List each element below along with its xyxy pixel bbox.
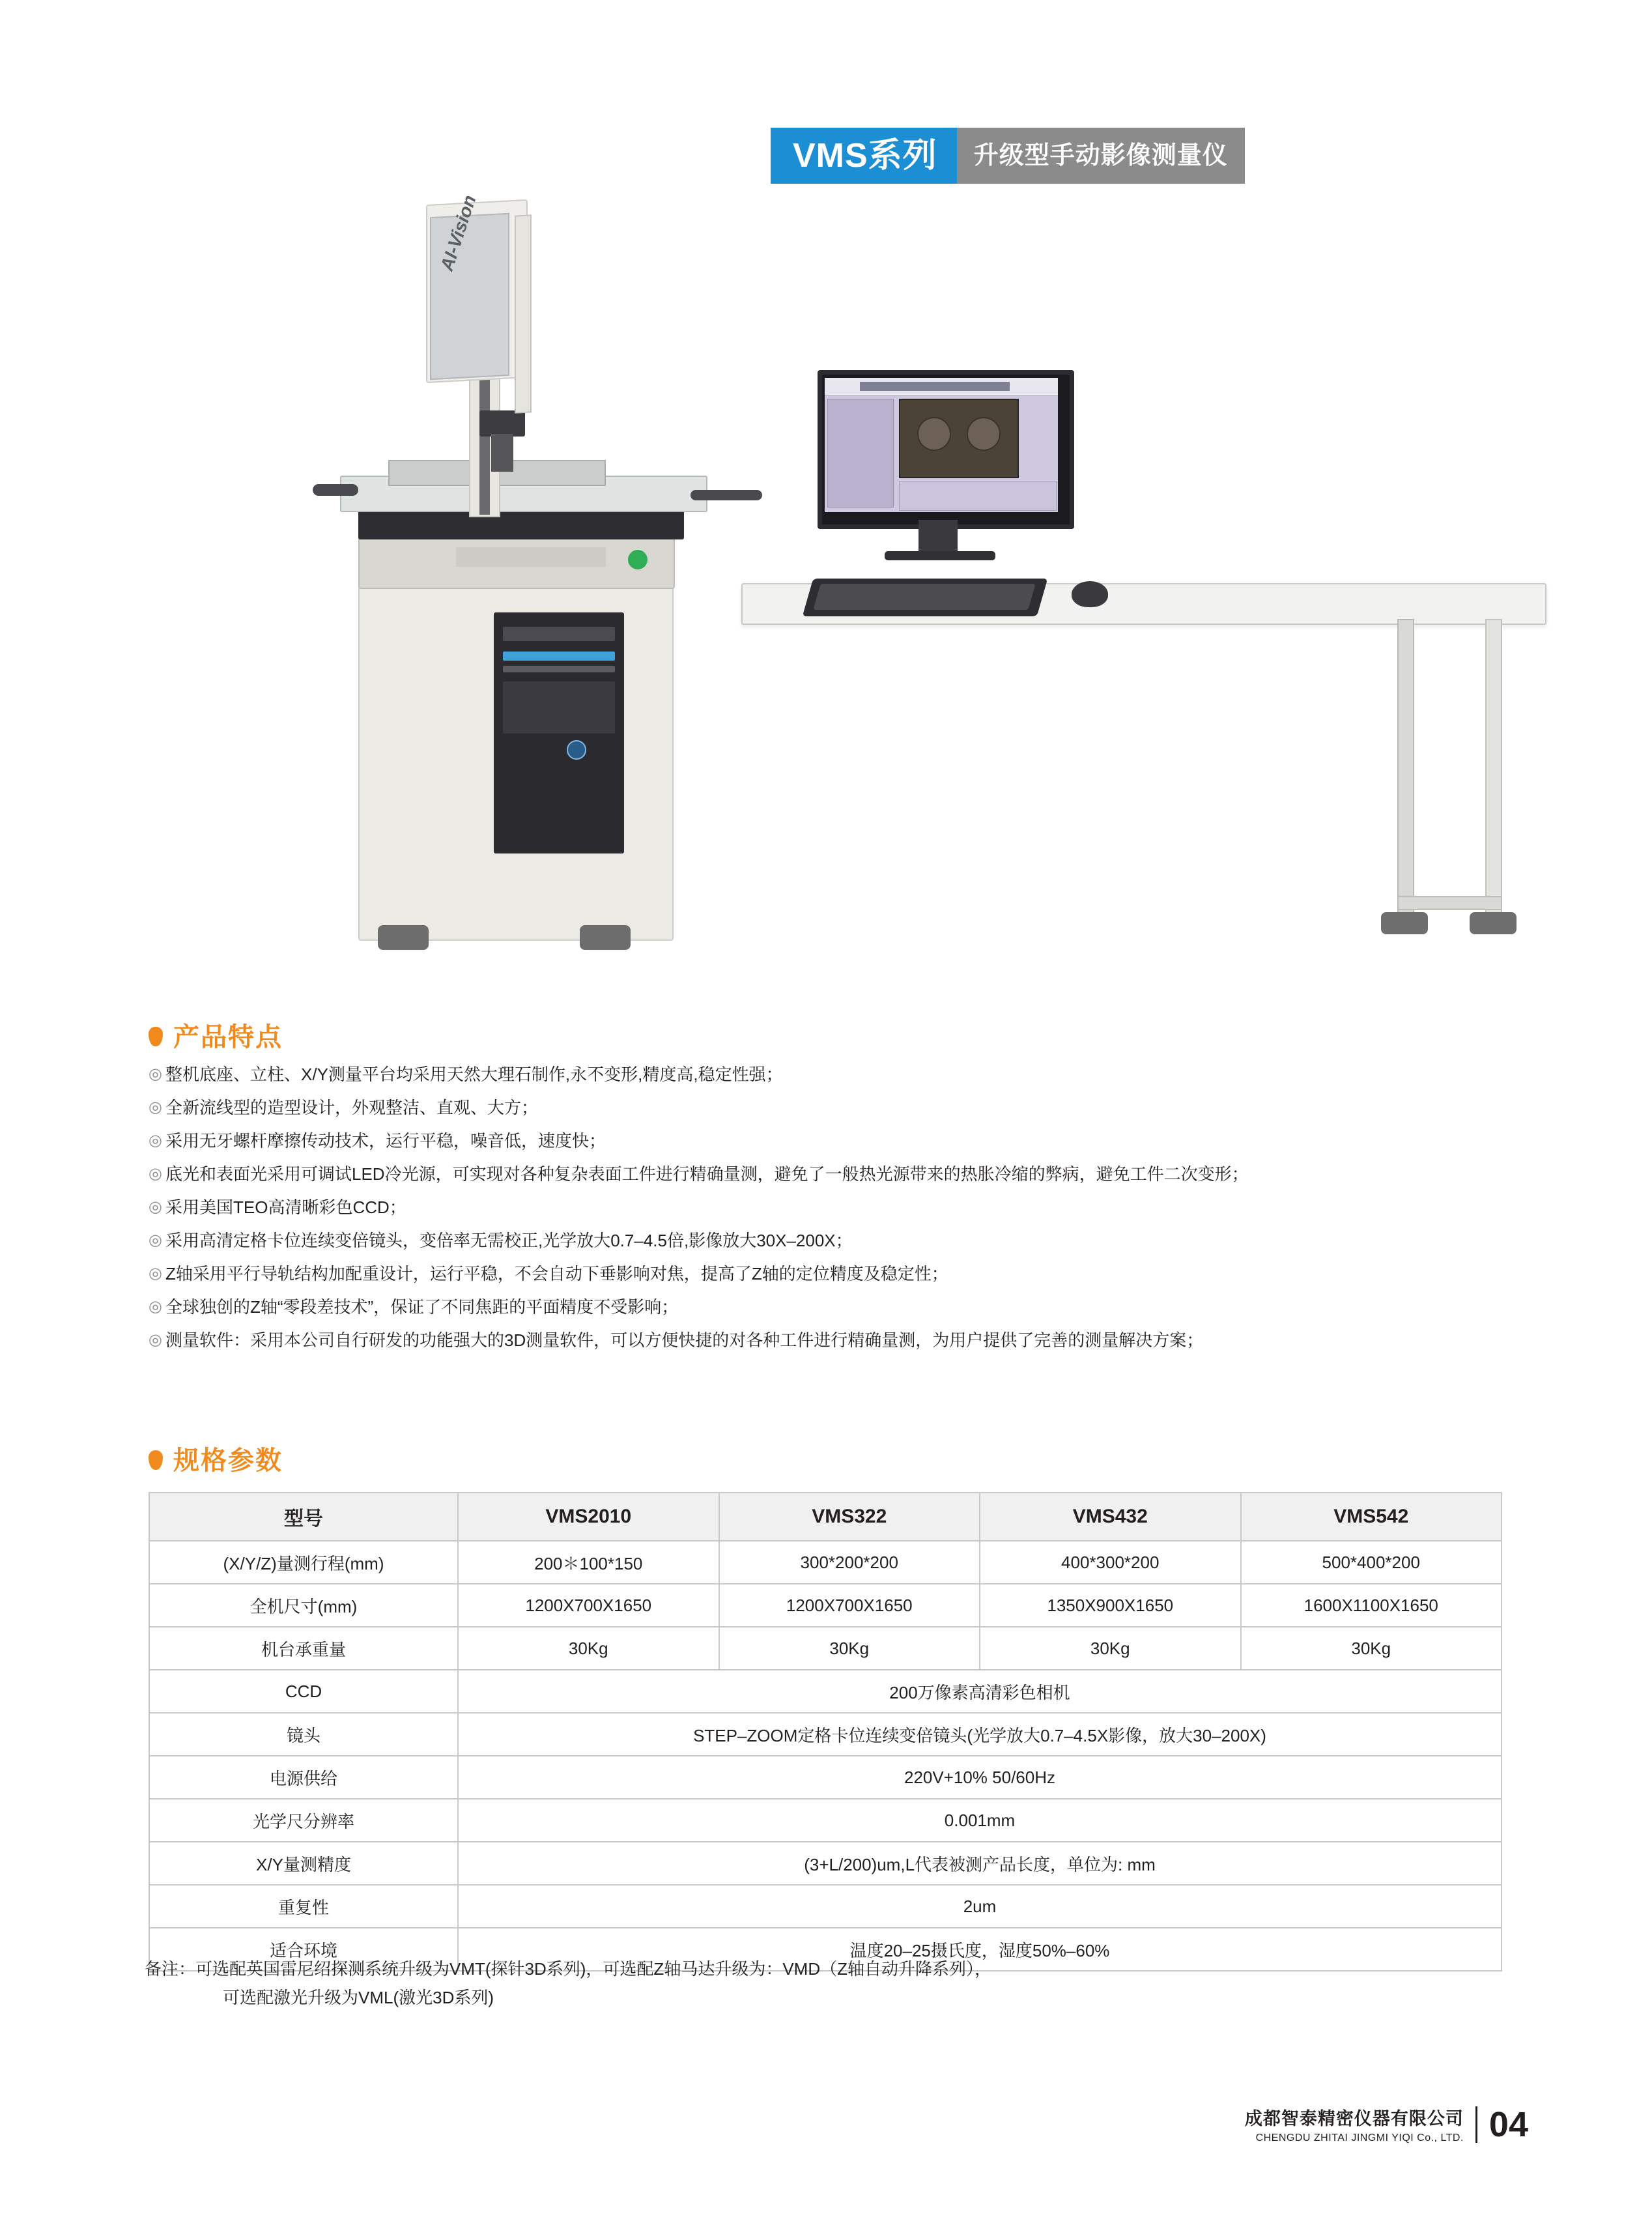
- monitor-base: [885, 551, 995, 560]
- keyboard-keys: [813, 584, 1035, 610]
- computer-front-panel: [503, 681, 615, 734]
- row-cell: 30Kg: [980, 1627, 1241, 1670]
- bullet-icon: ◎: [149, 1132, 162, 1149]
- bullet-icon: ◎: [149, 1165, 162, 1182]
- software-result-panel: [899, 481, 1057, 511]
- bullet-icon: ◎: [149, 1065, 162, 1083]
- row-cell: 220V+10% 50/60Hz: [458, 1756, 1502, 1799]
- list-item: [149, 1228, 1517, 1253]
- row-label: 适合环境: [149, 1928, 458, 1971]
- feature-text: 全新流线型的造型设计，外观整洁、直观、大方；: [165, 1098, 539, 1117]
- column-header: VMS2010: [458, 1493, 719, 1541]
- row-cell: 1200X700X1650: [719, 1584, 980, 1627]
- footer: [1245, 2104, 1528, 2144]
- row-label: 全机尺寸(mm): [149, 1584, 458, 1627]
- droplet-icon: [149, 1027, 163, 1046]
- software-toolbar: [860, 382, 1010, 391]
- feature-text: 采用高清定格卡位连续变倍镜头，变倍率无需校正,光学放大0.7–4.5倍,影像放大30X–200X；: [165, 1231, 853, 1250]
- droplet-icon: [149, 1450, 163, 1470]
- bullet-icon: ◎: [149, 1331, 162, 1349]
- list-item: [149, 1162, 1517, 1186]
- desk-crossbar: [1397, 896, 1502, 910]
- specs-table-wrap: [149, 1492, 1502, 1971]
- software-side-panel: [827, 399, 894, 508]
- table-row: [149, 1670, 1502, 1713]
- row-cell: STEP–ZOOM定格卡位连续变倍镜头(光学放大0.7–4.5X影像，放大30–200X): [458, 1713, 1502, 1756]
- computer-accent-strip: [503, 652, 615, 661]
- table-row: [149, 1541, 1502, 1584]
- footer-company: [1245, 2104, 1464, 2144]
- features-heading-label: 产品特点: [173, 1023, 283, 1052]
- bullet-icon: ◎: [149, 1198, 162, 1216]
- row-cell: 0.001mm: [458, 1799, 1502, 1842]
- row-cell: 1600X1100X1650: [1241, 1584, 1502, 1627]
- row-cell: 30Kg: [719, 1627, 980, 1670]
- footer-divider: [1475, 2106, 1477, 2143]
- row-cell: 500*400*200: [1241, 1541, 1502, 1584]
- row-cell: 2um: [458, 1885, 1502, 1928]
- stage-knob-right: [691, 490, 762, 500]
- control-panel-label: [456, 547, 606, 567]
- footer-company-cn: 成都智泰精密仪器有限公司: [1244, 2109, 1464, 2128]
- feature-text: 底光和表面光采用可调试LED冷光源，可实现对各种复杂表面工件进行精确量测，避免了一般热光源带来的热胀冷缩的弊病，避免工件二次变形；: [165, 1164, 1249, 1184]
- computer-slot: [503, 666, 615, 672]
- table-row: [149, 1842, 1502, 1885]
- feature-text: 采用无牙螺杆摩擦传动技术，运行平稳，噪音低，速度快；: [165, 1131, 606, 1151]
- table-row: [149, 1885, 1502, 1928]
- header-banner: [771, 128, 1245, 184]
- list-item: [149, 1295, 1517, 1319]
- row-label: 电源供给: [149, 1756, 458, 1799]
- monitor-stand: [919, 520, 958, 554]
- list-item: [149, 1062, 1517, 1087]
- feature-text: 采用美国TEO高清晰彩色CCD；: [165, 1197, 406, 1217]
- row-cell: 400*300*200: [980, 1541, 1241, 1584]
- row-cell: 30Kg: [1241, 1627, 1502, 1670]
- feature-text: 测量软件：采用本公司自行研发的功能强大的3D测量软件，可以方便快捷的对各种工件进行精确量测，为用户提供了完善的测量解决方案；: [165, 1330, 1204, 1350]
- optical-head-arm: [515, 214, 532, 413]
- banner-series-label: VMS系列: [793, 137, 937, 175]
- product-photo: [352, 192, 1342, 977]
- banner-series-block: [771, 128, 957, 184]
- machine-foot-right: [580, 925, 631, 950]
- row-cell: 200万像素高清彩色相机: [458, 1670, 1502, 1713]
- row-label: 重复性: [149, 1885, 458, 1928]
- banner-subtitle-label: 升级型手动影像测量仪: [973, 142, 1228, 169]
- bullet-icon: ◎: [149, 1298, 162, 1315]
- computer-drive-bay: [503, 627, 615, 641]
- specs-heading-label: 规格参数: [173, 1446, 283, 1475]
- row-cell: 30Kg: [458, 1627, 719, 1670]
- power-indicator: [628, 550, 648, 569]
- desk-leg-right: [1485, 619, 1502, 918]
- row-label: 机台承重量: [149, 1627, 458, 1670]
- machine-foot-left: [378, 925, 429, 950]
- workpiece-hole-right: [967, 417, 1001, 451]
- table-row: [149, 1799, 1502, 1842]
- computer-power-button: [567, 740, 586, 760]
- machine-brand-logo: AI-Vision: [436, 192, 480, 274]
- page-number: 04: [1488, 2104, 1528, 2144]
- footer-company-en: CHENGDU ZHITAI JINGMI YIQI Co., LTD.: [1255, 2132, 1464, 2143]
- stage-knob-left: [313, 484, 358, 496]
- row-label: 光学尺分辨率: [149, 1799, 458, 1842]
- banner-subtitle-block: [957, 128, 1245, 184]
- specs-note: [145, 1955, 1513, 2012]
- table-row: [149, 1584, 1502, 1627]
- feature-text: Z轴采用平行导轨结构加配重设计，运行平稳，不会自动下垂影响对焦，提高了Z轴的定位精度及稳定性；: [165, 1264, 948, 1283]
- table-row: [149, 1713, 1502, 1756]
- table-row: [149, 1627, 1502, 1670]
- list-item: [149, 1328, 1517, 1353]
- workpiece-hole-left: [917, 417, 951, 451]
- optical-head-face: [430, 213, 509, 380]
- table-header-row: [149, 1493, 1502, 1541]
- feature-text: 整机底座、立柱、X/Y测量平台均采用天然大理石制作,永不变形,精度高,稳定性强；: [165, 1065, 783, 1084]
- row-label: CCD: [149, 1670, 458, 1713]
- column-header: VMS432: [980, 1493, 1241, 1541]
- bullet-icon: ◎: [149, 1265, 162, 1282]
- list-item: [149, 1195, 1517, 1220]
- column-header: 型号: [149, 1493, 458, 1541]
- row-cell: 1350X900X1650: [980, 1584, 1241, 1627]
- row-label: 镜头: [149, 1713, 458, 1756]
- desk-foot-left: [1381, 912, 1428, 934]
- table-row: [149, 1756, 1502, 1799]
- row-cell: 200＊100*150: [458, 1541, 719, 1584]
- specs-note-line2: 可选配激光升级为VML(激光3D系列): [223, 1988, 494, 2007]
- list-item: [149, 1128, 1517, 1153]
- software-camera-view: [899, 399, 1019, 478]
- column-header: VMS322: [719, 1493, 980, 1541]
- feature-text: 全球独创的Z轴“零段差技术”，保证了不同焦距的平面精度不受影响；: [165, 1297, 679, 1317]
- list-item: [149, 1095, 1517, 1120]
- mouse: [1072, 581, 1108, 607]
- desk-foot-right: [1470, 912, 1517, 934]
- specs-note-line1: 备注：可选配英国雷尼绍探测系统升级为VMT(探针3D系列)，可选配Z轴马达升级为：VMD（Z轴自动升降系列），: [145, 1959, 991, 1979]
- lens-tube: [491, 434, 513, 472]
- bullet-icon: ◎: [149, 1231, 162, 1249]
- row-cell: 温度20–25摄氏度，湿度50%–60%: [458, 1928, 1502, 1971]
- desk-leg-left: [1397, 619, 1414, 918]
- row-cell: 300*200*200: [719, 1541, 980, 1584]
- features-heading: [149, 1016, 283, 1054]
- list-item: [149, 1261, 1517, 1286]
- z-axis-head: [479, 410, 525, 437]
- specs-table: [149, 1492, 1502, 1971]
- row-label: (X/Y/Z)量测行程(mm): [149, 1541, 458, 1584]
- column-header: VMS542: [1241, 1493, 1502, 1541]
- row-label: X/Y量测精度: [149, 1842, 458, 1885]
- bullet-icon: ◎: [149, 1098, 162, 1116]
- row-cell: (3+L/200)um,L代表被测产品长度，单位为: mm: [458, 1842, 1502, 1885]
- features-list: [149, 1062, 1517, 1361]
- specs-heading: [149, 1440, 283, 1477]
- row-cell: 1200X700X1650: [458, 1584, 719, 1627]
